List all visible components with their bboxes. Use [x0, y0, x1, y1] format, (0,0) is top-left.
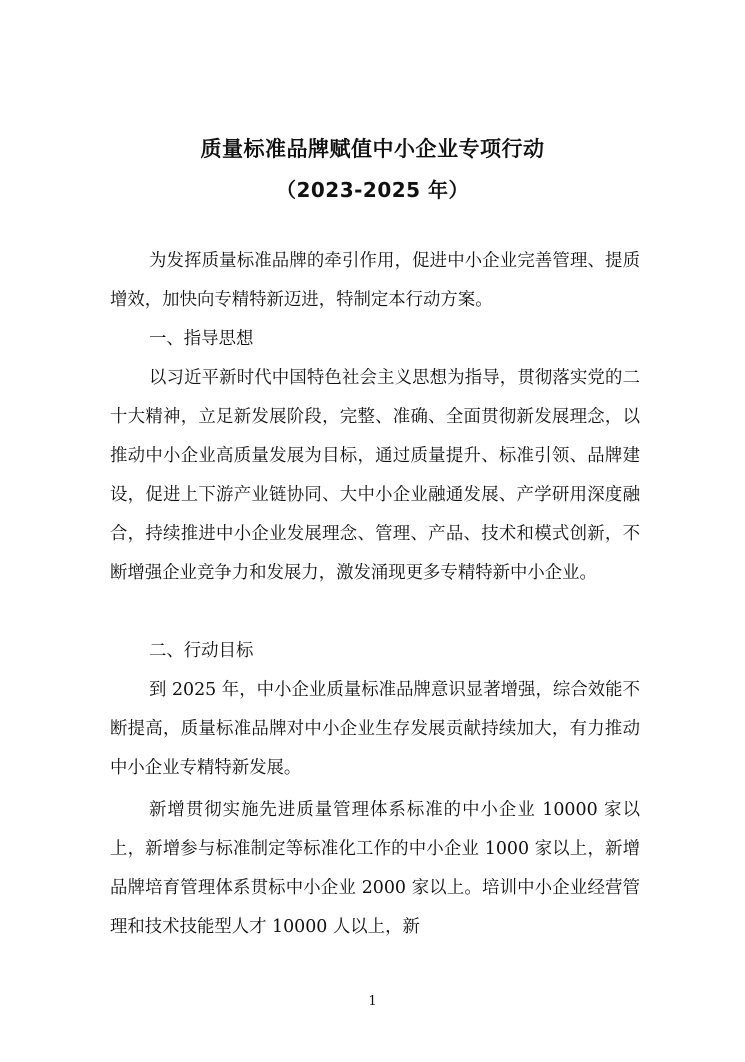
section-heading-guiding-ideology: 一、指导思想	[149, 329, 254, 349]
document-subtitle: （2023-2025 年）	[275, 178, 470, 202]
document-title: 质量标准品牌赋值中小企业专项行动	[200, 137, 545, 161]
intro-paragraph: 为发挥质量标准品牌的牵引作用，促进中小企业完善管理、提质增效，加快向专精特新迈进，特制定本行动方案。	[110, 251, 640, 310]
guiding-ideology-paragraph: 以习近平新时代中国特色社会主义思想为指导，贯彻落实党的二十大精神，立足新发展阶段，完整、准确、全面贯彻新发展理念，以推动中小企业高质量发展为目标，通过质量提升、标准引领、品牌建设，促进上下游产业链协同、大中小企业融通发展、产学研用深度融合，持续推进中小企业发展理念、管理、产品、技术和模式创新，不断增强企业竞争力和发展力，激发涌现更多专精特新中小企业。	[110, 368, 640, 583]
action-targets-paragraph: 新增贯彻实施先进质量管理体系标准的中小企业 10000 家以上，新增参与标准制定等标准化工作的中小企业 1000 家以上，新增品牌培育管理体系贯标中小企业 2000 家以上。培训中小企业经营管理和技术技能型人才 10000 人以上，新	[110, 800, 640, 937]
action-goals-paragraph: 到 2025 年，中小企业质量标准品牌意识显著增强，综合效能不断提高，质量标准品牌对中小企业生存发展贡献持续加大，有力推动中小企业专精特新发展。	[110, 680, 640, 778]
page-number: 1	[368, 994, 377, 1009]
section-heading-action-goals: 二、行动目标	[149, 641, 254, 661]
